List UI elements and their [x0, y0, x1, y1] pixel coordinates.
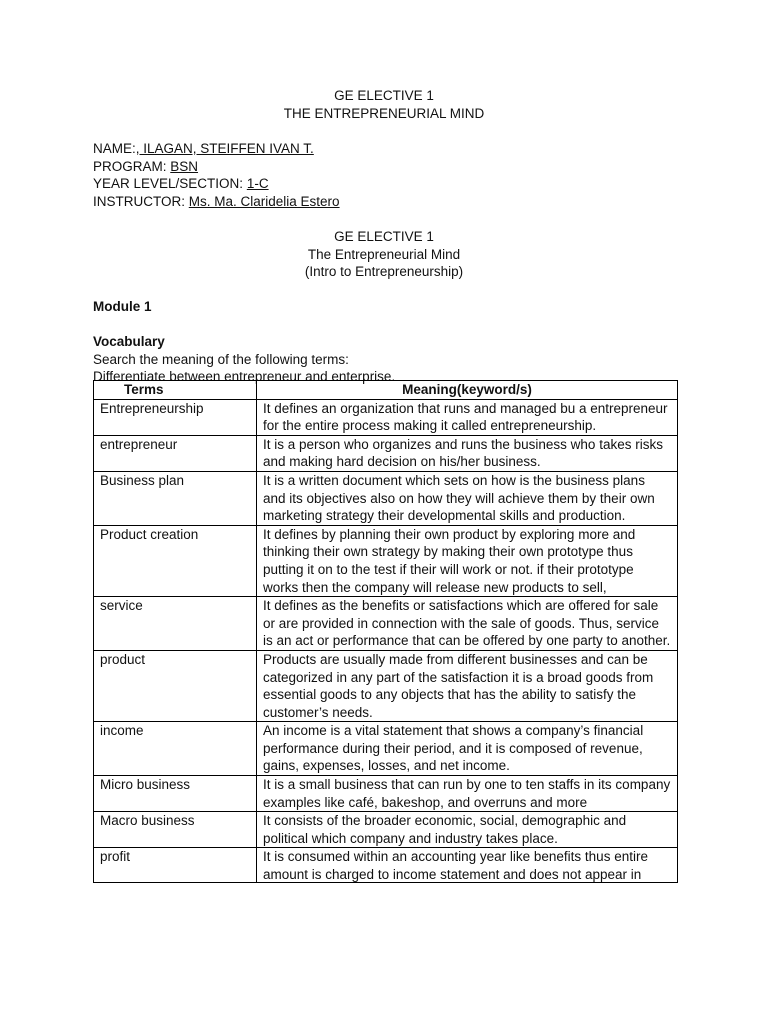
course-subtitle: THE ENTREPRENEURIAL MIND — [283, 105, 485, 121]
module-course-title: GE ELECTIVE 1 — [334, 229, 434, 244]
table-row — [94, 435, 678, 471]
document-header — [0, 87, 768, 122]
vocabulary-instruction: Search the meaning of the following terms: — [93, 351, 349, 367]
meaning-column-header: Meaning(keyword/s) — [257, 381, 678, 400]
module-title: Module 1 — [93, 299, 152, 314]
vocabulary-title: Vocabulary — [93, 334, 165, 349]
vocabulary-section — [93, 333, 395, 386]
table-row — [94, 812, 678, 848]
term-cell: Entrepreneurship — [94, 399, 257, 435]
name-value: , ILAGAN, STEIFFEN IVAN T. — [135, 141, 314, 156]
meaning-cell: It defines as the benefits or satisfactions which are offered for sale or are provided in connection with the sale of goods. Thus, service is an act or performance that can be offered by one party to another. — [257, 597, 678, 651]
term-cell: Product creation — [94, 525, 257, 596]
table-row — [94, 597, 678, 651]
meaning-cell: It is a written document which sets on how is the business plans and its objectives also on how they will achieve them by their own marketing strategy their developmental skills and production. — [257, 471, 678, 525]
table-row — [94, 471, 678, 525]
term-cell: Micro business — [94, 776, 257, 812]
table-row — [94, 776, 678, 812]
vocabulary-instruction: Differentiate between entrepreneur and enterprise. — [93, 369, 396, 384]
meaning-cell: It is a small business that can run by one to ten staffs in its company examples like café, bakeshop, and overruns and more — [257, 776, 678, 812]
meaning-cell: It consists of the broader economic, social, demographic and political which company and industry takes place. — [257, 812, 678, 848]
table-row — [94, 525, 678, 596]
terms-column-header: Terms — [94, 381, 257, 400]
module-course-subtitle: The Entrepreneurial Mind — [307, 246, 461, 262]
program-row — [93, 158, 340, 176]
instructor-label: INSTRUCTOR: — [93, 193, 189, 209]
table-row — [94, 650, 678, 721]
name-row — [93, 140, 340, 158]
table-row — [94, 722, 678, 776]
meaning-cell: It defines an organization that runs and managed bu a entrepreneur for the entire process making it called entrepreneurship. — [257, 399, 678, 435]
program-value: BSN — [170, 158, 199, 174]
year-section-value: 1-C — [246, 176, 269, 191]
instructor-value: Ms. Ma. Claridelia Estero — [188, 193, 340, 209]
module-header — [0, 228, 768, 281]
module-course-topic: (Intro to Entrepreneurship) — [304, 264, 464, 279]
student-info — [93, 140, 340, 210]
program-label: PROGRAM: — [93, 158, 171, 174]
year-section-label: YEAR LEVEL/SECTION: — [93, 176, 247, 191]
term-cell: entrepreneur — [94, 435, 257, 471]
year-section-row — [93, 175, 340, 193]
term-cell: product — [94, 650, 257, 721]
meaning-cell: It is a person who organizes and runs the business who takes risks and making hard decision on his/her business. — [257, 435, 678, 471]
table-row — [94, 848, 678, 883]
table-header-row — [94, 381, 678, 400]
meaning-cell — [257, 848, 678, 883]
term-cell: service — [94, 597, 257, 651]
course-title: GE ELECTIVE 1 — [334, 88, 434, 103]
term-cell: profit — [94, 848, 257, 883]
table-row — [94, 399, 678, 435]
term-cell: Business plan — [94, 471, 257, 525]
term-cell: income — [94, 722, 257, 776]
term-cell: Macro business — [94, 812, 257, 848]
instructor-row — [93, 193, 340, 211]
meaning-cell-text: It is consumed within an accounting year like benefits thus entire amount is charged to income statement and does not appear in — [263, 849, 648, 883]
meaning-cell: Products are usually made from different businesses and can be categorized in any part of the satisfaction it is a broad goods from essential goods to any objects that has the ability to satisfy the customer’s needs. — [257, 650, 678, 721]
meaning-cell: An income is a vital statement that shows a company’s financial performance during their period, and it is composed of revenue, gains, expenses, losses, and net income. — [257, 722, 678, 776]
vocabulary-table — [93, 380, 678, 883]
meaning-cell: It defines by planning their own product by exploring more and thinking their own strategy by making their own prototype thus putting it on to the test if their will work or not. if their prototype works then the company will release new products to sell, — [257, 525, 678, 596]
name-label: NAME: — [93, 141, 136, 156]
